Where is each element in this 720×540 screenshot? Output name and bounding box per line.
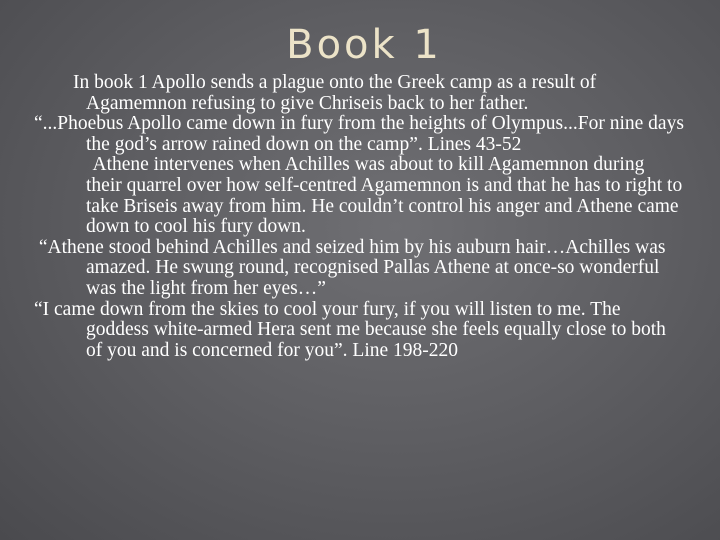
- paragraph-athene: Athene intervenes when Achilles was about to kill Agamemnon during their quarrel over how self-centred Agamemnon is and that he has to right to take Briseis away from him. He couldn’t control his anger and Athene came down to cool his fury down.: [34, 154, 688, 238]
- slide-title: Book 1: [286, 22, 442, 68]
- quote-phoebus: “...Phoebus Apollo came down in fury from the heights of Olympus...For nine days the god’s arrow rained down on the camp”. Lines 43-52: [34, 113, 684, 155]
- quote-athene-stood: “Athene stood behind Achilles and seized him by his auburn hair…Achilles was amazed. He swung round, recognised Pallas Athene at once-so wonderful was the light from her eyes…”: [34, 236, 671, 299]
- quote-hera: “I came down from the skies to cool your fury, if you will listen to me. The goddess white-armed Hera sent me because she feels equally close to both of you and is concerned for you”. Line 198-220: [34, 298, 666, 361]
- paragraph-plague: In book 1 Apollo sends a plague onto the Greek camp as a result of Agamemnon refusing to give Chriseis back to her father.: [34, 72, 600, 114]
- slide-body: [34, 72, 688, 361]
